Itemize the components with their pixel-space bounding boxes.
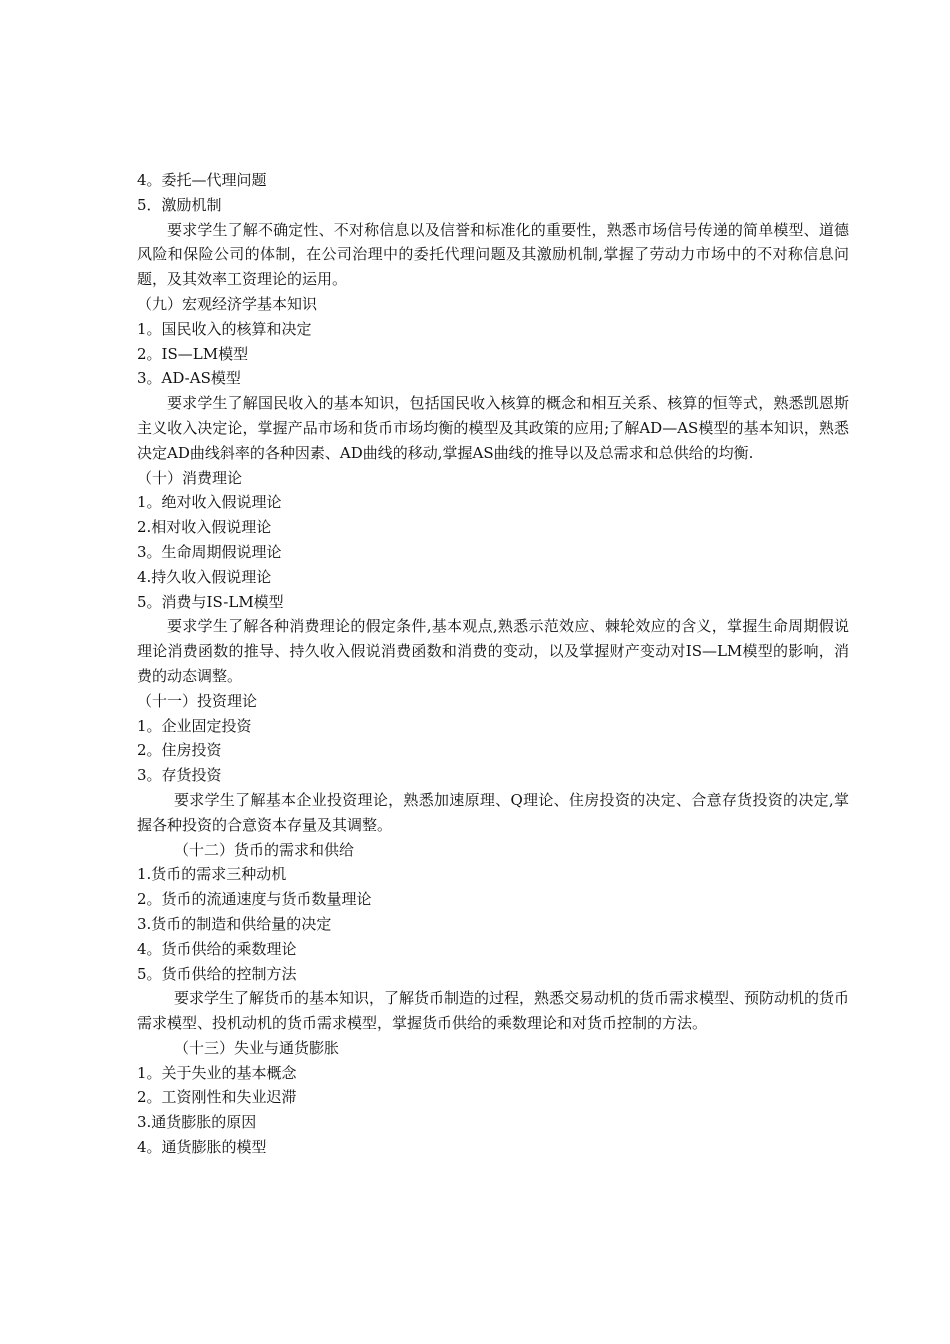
list-item-l10: 5。消费与IS-LM模型 — [137, 592, 284, 611]
list-item-l8: 3。生命周期假说理论 — [137, 542, 282, 561]
section-heading-h9: （九）宏观经济学基本知识 — [137, 294, 318, 313]
list-item-l21: 3.通货膨胀的原因 — [137, 1113, 257, 1132]
list-item-l7: 2.相对收入假说理论 — [137, 518, 272, 537]
paragraph-p4: 要求学生了解基本企业投资理论，熟悉加速原理、Q理论、住房投资的决定、合意存货投资的决定,掌握各种投资的合意资本存量及其调整。 — [137, 790, 849, 834]
list-item-l9: 4.持久收入假说理论 — [137, 567, 272, 586]
list-item-l13: 3。存货投资 — [137, 766, 222, 785]
list-item-l18: 5。货币供给的控制方法 — [137, 964, 297, 983]
list-item-l1: 4。委托—代理问题 — [137, 171, 267, 189]
list-item-l14: 1.货币的需求三种动机 — [137, 865, 287, 884]
paragraph-p2: 要求学生了解国民收入的基本知识，包括国民收入核算的概念和相互关系、核算的恒等式，熟悉凯恩斯主义收入决定论，掌握产品市场和货币市场均衡的模型及其政策的应用;了解AD—AS模型的基本知识，熟悉决定AD曲线斜率的各种因素、AD曲线的移动,掌握AS曲线的推导以及总需求和总供给的均衡. — [137, 394, 849, 462]
list-item-l17: 4。货币供给的乘数理论 — [137, 939, 297, 958]
section-heading-h12: （十二）货币的需求和供给 — [174, 840, 355, 859]
list-item-l22: 4。通货膨胀的模型 — [137, 1138, 267, 1157]
list-item-l2: 5．激励机制 — [137, 195, 222, 214]
list-item-l5: 3。AD-AS模型 — [137, 369, 241, 388]
list-item-l3: 1。国民收入的核算和决定 — [137, 319, 312, 338]
paragraph-p1: 要求学生了解不确定性、不对称信息以及信誉和标准化的重要性，熟悉市场信号传递的简单模型、道德风险和保险公司的体制，在公司治理中的委托代理问题及其激励机制,掌握了劳动力市场中的不对称信息问题，及其效率工资理论的运用。 — [137, 220, 849, 289]
section-heading-h11: （十一）投资理论 — [137, 691, 258, 710]
paragraph-p3: 要求学生了解各种消费理论的假定条件,基本观点,熟悉示范效应、棘轮效应的含义，掌握生命周期假说理论消费函数的推导、持久收入假说消费函数和消费的变动，以及掌握财产变动对IS—LM模型的影响，消费的动态调整。 — [137, 617, 849, 685]
list-item-l12: 2。住房投资 — [137, 741, 222, 760]
list-item-l11: 1。企业固定投资 — [137, 716, 252, 735]
section-heading-h10: （十）消费理论 — [137, 468, 243, 487]
list-item-l6: 1。绝对收入假说理论 — [137, 493, 282, 512]
list-item-l4: 2。IS—LM模型 — [137, 344, 249, 363]
section-heading-h13: （十三）失业与通货膨胀 — [174, 1038, 340, 1057]
list-item-l20: 2。工资刚性和失业迟滞 — [137, 1088, 297, 1107]
list-item-l16: 3.货币的制造和供给量的决定 — [137, 914, 332, 933]
paragraph-p5: 要求学生了解货币的基本知识，了解货币制造的过程，熟悉交易动机的货币需求模型、预防动机的货币需求模型、投机动机的货币需求模型，掌握货币供给的乘数理论和对货币控制的方法。 — [137, 989, 849, 1033]
list-item-l15: 2。货币的流通速度与货币数量理论 — [137, 890, 372, 909]
document-body — [137, 168, 849, 1160]
list-item-l19: 1。关于失业的基本概念 — [137, 1063, 297, 1082]
